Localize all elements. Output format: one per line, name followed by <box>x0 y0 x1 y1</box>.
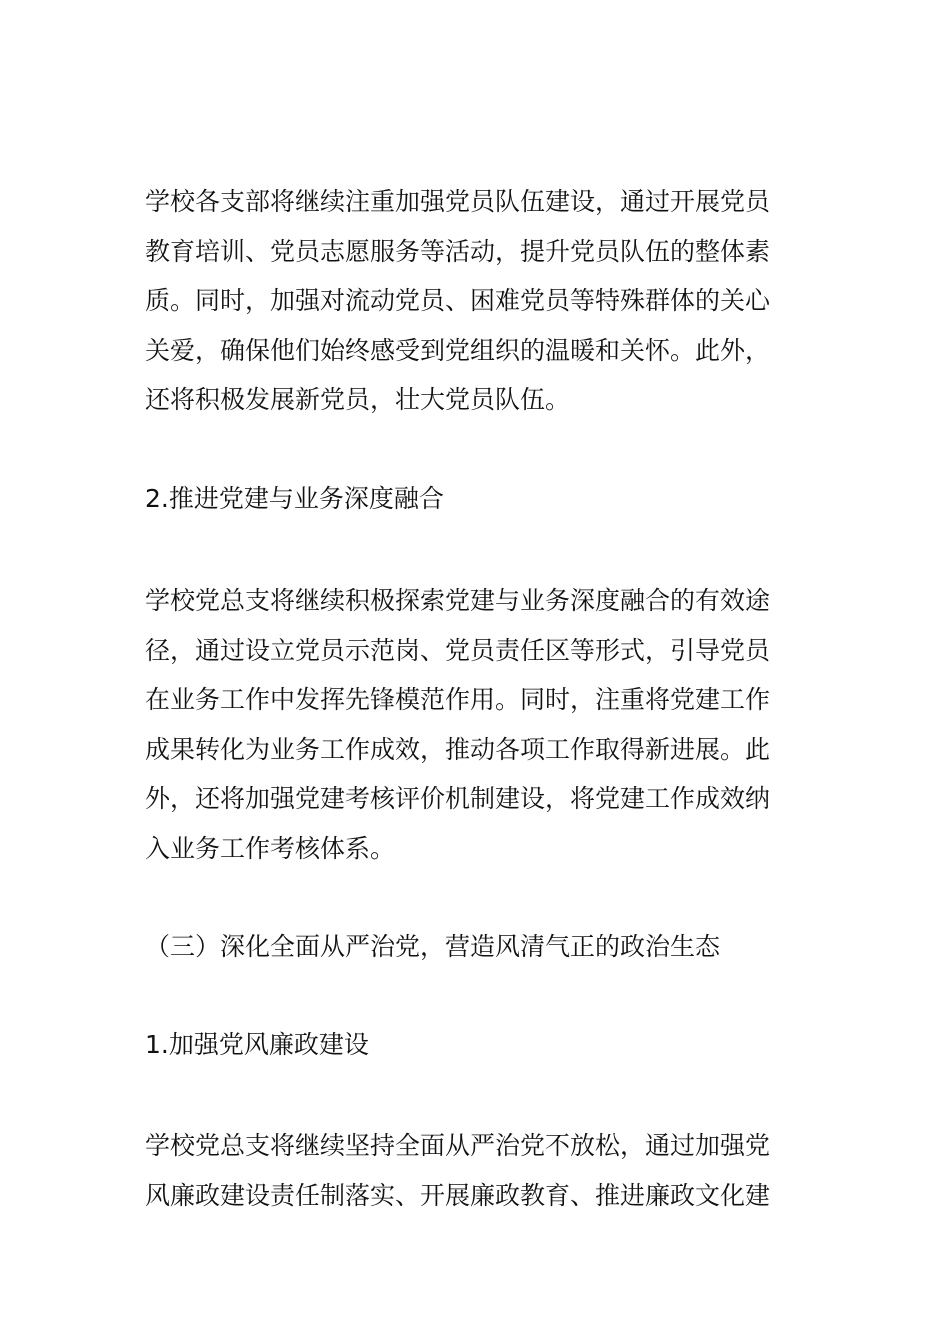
text-line: 外，还将加强党建考核评价机制建设，将党建工作成效纳 <box>145 784 771 813</box>
paragraph-clean-governance <box>145 1121 810 1220</box>
subheading-party-business-integration: 2.推进党建与业务深度融合 <box>145 484 444 513</box>
text-line: 质。同时，加强对流动党员、困难党员等特殊群体的关心 <box>145 286 771 315</box>
paragraph-integration <box>145 576 810 873</box>
text-line: 教育培训、党员志愿服务等活动，提升党员队伍的整体素 <box>145 236 771 266</box>
paragraph-team-building <box>145 177 810 425</box>
text-line: 还将积极发展新党员，壮大党员队伍。 <box>145 385 571 414</box>
text-line: 风廉政建设责任制落实、开展廉政教育、推进廉政文化建 <box>145 1180 771 1210</box>
text-line: 学校党总支将继续积极探索党建与业务深度融合的有效途 <box>145 586 771 615</box>
section-heading-strict-governance: （三）深化全面从严治党，营造风清气正的政治生态 <box>145 932 721 961</box>
text-line: 成果转化为业务工作成效，推动各项工作取得新进展。此 <box>145 734 771 764</box>
text-line: 学校各支部将继续注重加强党员队伍建设，通过开展党员 <box>145 187 771 216</box>
subheading-clean-governance: 1.加强党风廉政建设 <box>145 1030 369 1059</box>
text-line: 关爱，确保他们始终感受到党组织的温暖和关怀。此外， <box>145 335 771 365</box>
text-line: 在业务工作中发挥先锋模范作用。同时，注重将党建工作 <box>145 685 771 714</box>
text-line: 学校党总支将继续坚持全面从严治党不放松，通过加强党 <box>145 1131 771 1160</box>
text-line: 径，通过设立党员示范岗、党员责任区等形式，引导党员 <box>145 635 771 665</box>
text-line: 入业务工作考核体系。 <box>145 833 396 863</box>
